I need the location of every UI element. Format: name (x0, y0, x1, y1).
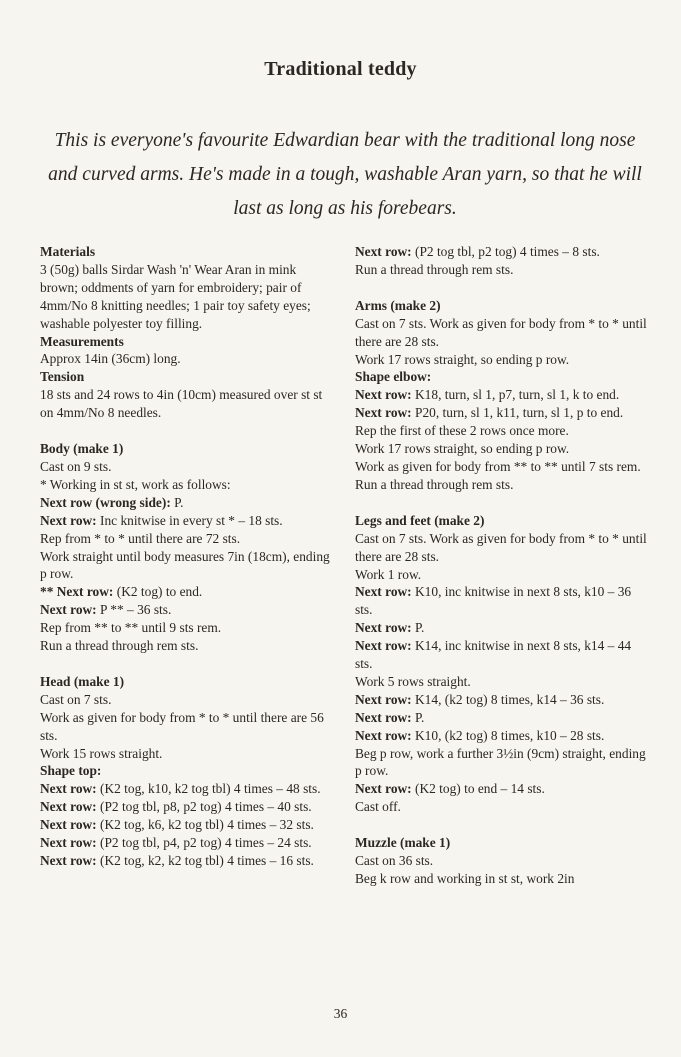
section-heading: Tension (40, 369, 85, 385)
instruction-line: Work as given for body from ** to ** until 7 sts rem. (355, 458, 641, 474)
instruction-line: Beg p row, work a further 3½in (9cm) straight, ending p row. (355, 745, 646, 779)
section-heading: Shape top: (40, 763, 102, 779)
row-label: Next row: (40, 817, 97, 833)
instruction-line (40, 780, 330, 798)
row-text: P. (411, 709, 425, 725)
instruction-line (40, 816, 330, 834)
row-text: P20, turn, sl 1, k11, turn, sl 1, p to end. (411, 405, 624, 421)
instruction-line (355, 404, 651, 422)
instruction-line: Rep the first of these 2 rows once more. (355, 423, 569, 439)
instruction-line: Work as given for body from * to * until there are 56 sts. (40, 709, 324, 743)
row-text: (K2 tog, k10, k2 tog tbl) 4 times – 48 sts. (96, 781, 321, 797)
instruction-line (40, 583, 330, 601)
instruction-line (355, 637, 651, 673)
row-label: Next row: (355, 387, 412, 403)
section-gap (40, 422, 330, 440)
instruction-line (40, 852, 330, 870)
left-column (40, 243, 330, 870)
instruction-line: Rep from * to * until there are 72 sts. (40, 530, 241, 546)
row-text: (P2 tog tbl, p4, p2 tog) 4 times – 24 sts. (96, 835, 312, 851)
row-label: Next row: (40, 799, 97, 815)
section-heading: Measurements (40, 333, 124, 349)
section-gap (355, 494, 651, 512)
row-text: K10, (k2 tog) 8 times, k10 – 28 sts. (411, 727, 605, 743)
row-label: ** Next row: (40, 584, 114, 600)
instruction-line (355, 583, 651, 619)
instruction-line (355, 243, 651, 261)
instruction-line (355, 709, 651, 727)
instruction-line (40, 601, 330, 619)
row-label: Next row: (40, 512, 97, 528)
section-gap (355, 816, 651, 834)
instruction-line: Work 15 rows straight. (40, 745, 163, 761)
instruction-line: 3 (50g) balls Sirdar Wash 'n' Wear Aran in mink brown; oddments of yarn for embroidery; pair of 4mm/No 8 knitting needles; 1 pair toy safety eyes; washable polyester toy filling. (40, 261, 311, 331)
row-label: Next row: (355, 727, 412, 743)
row-label: Next row: (355, 244, 412, 259)
row-text: P. (170, 494, 184, 510)
instruction-line: Work 5 rows straight. (355, 673, 471, 689)
row-text: (P2 tog tbl, p8, p2 tog) 4 times – 40 sts. (96, 799, 312, 815)
row-text: K10, inc knitwise in next 8 sts, k10 – 36 sts. (355, 584, 632, 618)
section-gap (355, 279, 651, 297)
row-text: (K2 tog) to end. (113, 584, 203, 600)
row-label: Next row (wrong side): (40, 494, 171, 510)
row-label: Next row: (355, 584, 412, 600)
row-text: P ** – 36 sts. (96, 602, 172, 618)
instruction-line: Work 17 rows straight, so ending p row. (355, 441, 570, 457)
section-heading: Materials (40, 244, 96, 259)
section-heading: Muzzle (make 1) (355, 835, 451, 851)
instruction-line: Work straight until body measures 7in (18cm), ending p row. (40, 548, 330, 582)
instruction-line (40, 798, 330, 816)
section-heading: Body (make 1) (40, 441, 124, 457)
instruction-line: Cast on 7 sts. (40, 691, 112, 707)
instruction-line (40, 494, 330, 512)
row-label: Next row: (355, 638, 412, 654)
row-label: Next row: (355, 691, 412, 707)
instruction-line: Rep from ** to ** until 9 sts rem. (40, 620, 222, 636)
instruction-line: Cast on 7 sts. Work as given for body from * to * until there are 28 sts. (355, 315, 647, 349)
right-column (355, 243, 651, 888)
row-label: Next row: (40, 835, 97, 851)
row-label: Next row: (40, 781, 97, 797)
row-text: K14, (k2 tog) 8 times, k14 – 36 sts. (411, 691, 605, 707)
instruction-line: * Working in st st, work as follows: (40, 476, 231, 492)
row-label: Next row: (355, 405, 412, 421)
instruction-line: Run a thread through rem sts. (40, 638, 199, 654)
instruction-line: Run a thread through rem sts. (355, 261, 514, 277)
section-gap (40, 655, 330, 673)
row-label: Next row: (355, 709, 412, 725)
section-heading: Legs and feet (make 2) (355, 512, 485, 528)
instruction-line: Approx 14in (36cm) long. (40, 351, 181, 367)
section-heading: Shape elbow: (355, 369, 432, 385)
instruction-line (355, 386, 651, 404)
instruction-line (355, 619, 651, 637)
instruction-line (40, 834, 330, 852)
page-number: 36 (333, 1006, 348, 1021)
section-heading: Arms (make 2) (355, 297, 441, 313)
row-text: (K2 tog) to end – 14 sts. (411, 781, 545, 797)
instruction-line: Cast on 36 sts. (355, 853, 434, 869)
instruction-line: Cast on 7 sts. Work as given for body from * to * until there are 28 sts. (355, 530, 647, 564)
instruction-line (40, 512, 330, 530)
instruction-line: Cast on 9 sts. (40, 458, 112, 474)
row-label: Next row: (355, 620, 412, 636)
row-text: K18, turn, sl 1, p7, turn, sl 1, k to end. (411, 387, 620, 403)
row-text: Inc knitwise in every st * – 18 sts. (96, 512, 283, 528)
instruction-line (355, 691, 651, 709)
instruction-line: Run a thread through rem sts. (355, 476, 514, 492)
row-label: Next row: (40, 853, 97, 868)
row-text: K14, inc knitwise in next 8 sts, k14 – 44 sts. (355, 638, 632, 672)
row-text: (K2 tog, k2, k2 tog tbl) 4 times – 16 sts. (96, 853, 314, 868)
page-title: Traditional teddy (264, 58, 417, 80)
row-text: (K2 tog, k6, k2 tog tbl) 4 times – 32 sts. (96, 817, 314, 833)
instruction-line: Cast off. (355, 799, 401, 815)
row-label: Next row: (40, 602, 97, 618)
instruction-line: Work 17 rows straight, so ending p row. (355, 351, 570, 367)
row-text: P. (411, 620, 425, 636)
row-text: (P2 tog tbl, p2 tog) 4 times – 8 sts. (411, 244, 600, 259)
section-heading: Head (make 1) (40, 673, 125, 689)
row-label: Next row: (355, 781, 412, 797)
instruction-line: Beg k row and working in st st, work 2in (355, 871, 575, 886)
instruction-line: Work 1 row. (355, 566, 422, 582)
intro-text: This is everyone's favourite Edwardian bear with the traditional long nose and curved arms. He's made in a tough, washable Aran yarn, so that he will last as long as his forebears. (48, 130, 642, 219)
instruction-line (355, 780, 651, 798)
instruction-line (355, 727, 651, 745)
instruction-line: 18 sts and 24 rows to 4in (10cm) measured over st st on 4mm/No 8 needles. (40, 387, 323, 421)
